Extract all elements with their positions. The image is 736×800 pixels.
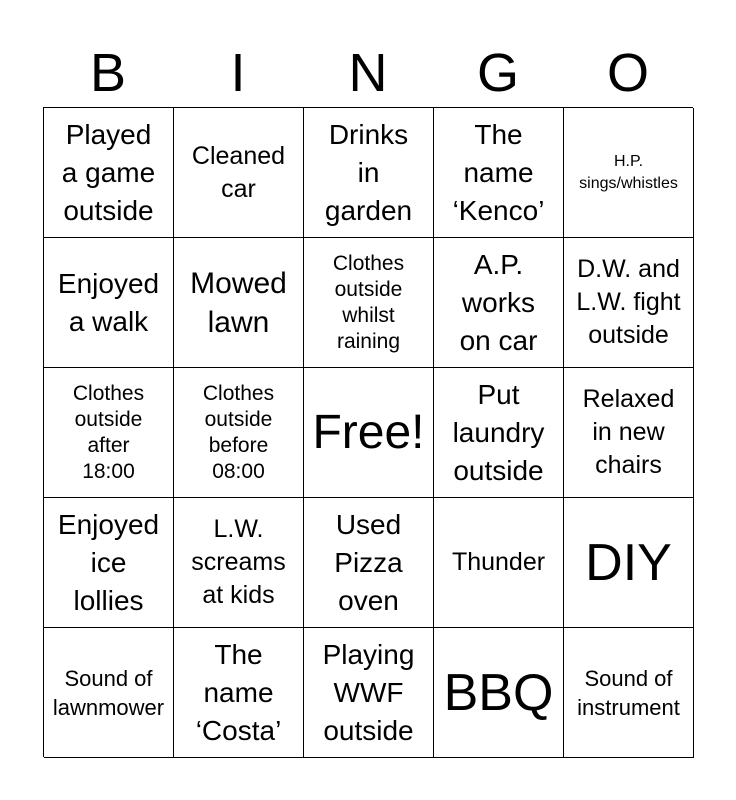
bingo-cell-free[interactable] [304, 368, 434, 498]
bingo-cell[interactable] [44, 108, 174, 238]
header-letter-g: G [476, 43, 519, 103]
bingo-cell[interactable] [434, 368, 564, 498]
bingo-cell[interactable] [44, 368, 174, 498]
bingo-cell[interactable] [304, 108, 434, 238]
bingo-cell-text: Sound of lawnmower [52, 665, 165, 720]
bingo-cell[interactable] [174, 628, 304, 758]
bingo-cell-text: DIY [585, 533, 672, 592]
bingo-cell-text: The name ‘Costa’ [195, 638, 282, 746]
bingo-cell[interactable] [174, 368, 304, 498]
bingo-cell[interactable] [304, 498, 434, 628]
header-letter-n: N [348, 43, 388, 103]
bingo-cell-text: Drinks in garden [324, 118, 413, 226]
bingo-cell[interactable] [44, 628, 174, 758]
bingo-cell-text: D.W. and L.W. fight outside [576, 255, 681, 349]
bingo-cell[interactable] [434, 498, 564, 628]
bingo-cell[interactable] [174, 108, 304, 238]
bingo-card-grid [43, 107, 693, 757]
bingo-cell-text: Sound of instrument [577, 665, 680, 720]
bingo-cell[interactable] [174, 238, 304, 368]
bingo-cell[interactable] [564, 498, 694, 628]
header-letter-b: B [89, 43, 127, 103]
bingo-cell-text: Clothes outside before 08:00 [202, 381, 275, 483]
bingo-cell[interactable] [44, 498, 174, 628]
bingo-cell-text: L.W. screams at kids [191, 515, 286, 609]
bingo-cell-text: BBQ [443, 663, 554, 722]
bingo-cell-text: Clothes outside whilst raining [332, 251, 405, 353]
bingo-header [43, 38, 693, 108]
bingo-cell[interactable] [564, 238, 694, 368]
bingo-cell[interactable] [174, 498, 304, 628]
bingo-cell-text: Enjoyed a walk [57, 267, 160, 337]
bingo-cell-text: Cleaned car [191, 141, 286, 203]
bingo-cell[interactable] [564, 108, 694, 238]
bingo-cell[interactable] [304, 628, 434, 758]
bingo-cell-text: Relaxed in new chairs [582, 385, 675, 479]
bingo-cell[interactable] [564, 368, 694, 498]
bingo-cell-text: Thunder [451, 548, 546, 576]
bingo-cell[interactable] [434, 238, 564, 368]
bingo-cell-text: Used Pizza oven [334, 508, 403, 616]
bingo-cell[interactable] [564, 628, 694, 758]
bingo-cell-text: Played a game outside [61, 118, 156, 226]
bingo-cell[interactable] [304, 238, 434, 368]
bingo-cell-text: Free! [312, 405, 425, 459]
bingo-cell-text: The name ‘Kenco’ [452, 118, 545, 226]
bingo-cell-text: Clothes outside after 18:00 [72, 381, 145, 483]
bingo-cell-text: H.P. sings/whistles [579, 152, 678, 192]
bingo-cell[interactable] [434, 108, 564, 238]
bingo-cell[interactable] [434, 628, 564, 758]
header-letter-o: O [606, 43, 649, 103]
header-letter-i: I [230, 43, 246, 103]
bingo-cell-text: A.P. works on car [459, 248, 538, 356]
bingo-cell-text: Put laundry outside [452, 378, 545, 486]
bingo-cell-text: Enjoyed ice lollies [57, 508, 160, 616]
bingo-cell-text: Mowed lawn [190, 266, 287, 339]
bingo-cell-text: Playing WWF outside [322, 638, 415, 746]
bingo-cell[interactable] [44, 238, 174, 368]
